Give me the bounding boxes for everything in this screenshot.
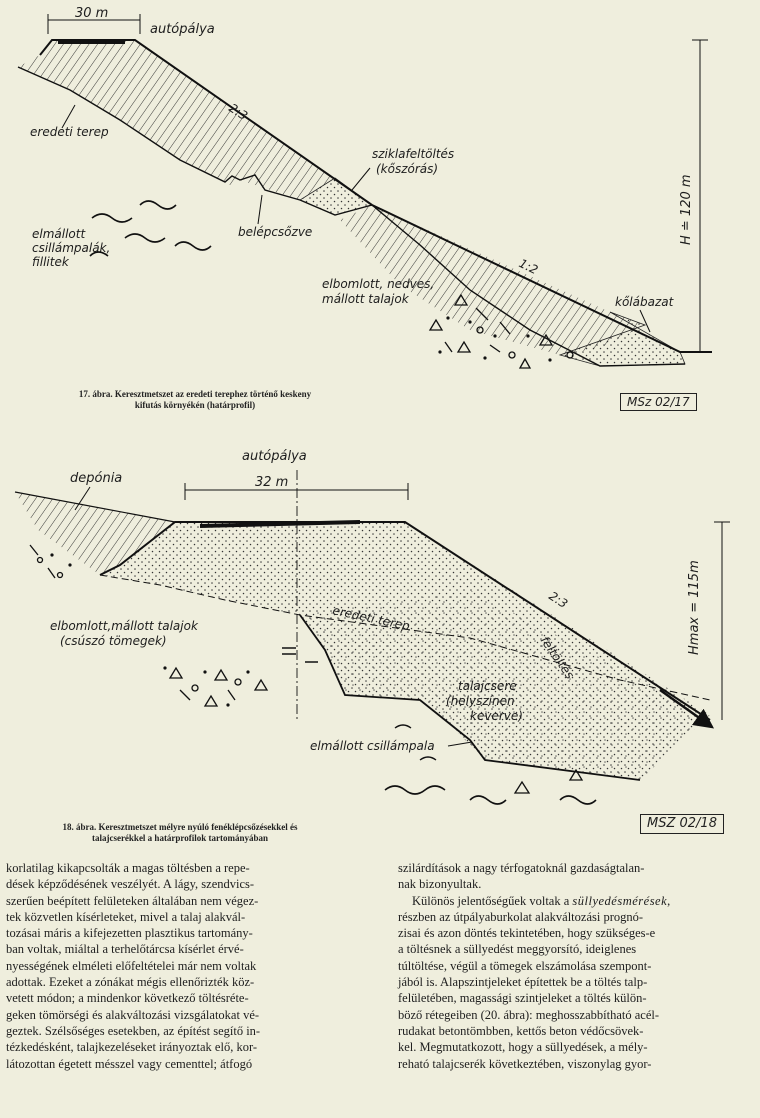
text-line: ban voltak, miáltal a terhelőtárcsa kísérlet érvé- <box>6 942 244 957</box>
fill-body-upper <box>18 40 335 200</box>
text-column-right <box>398 860 754 1072</box>
fig17-caption-line1: 17. ábra. Keresztmetszet az eredeti terephez történő keskeny <box>78 389 312 399</box>
fig17-width-label: 30 m <box>75 6 109 21</box>
text-line: szerűen beépített felületeken általában nem végez- <box>6 893 259 908</box>
text-line: reható talajcserék következtében, viszonylag gyor- <box>398 1056 652 1071</box>
fig17-caption-line2: kifutás környékén (határprofil) <box>134 400 256 410</box>
fig18-replace-2: (helyszínen <box>446 694 515 708</box>
text-line: geztek. Szélsőséges esetekben, az építést segítő in- <box>6 1023 261 1038</box>
fig17-height-label: H ≐ 120 m <box>679 174 694 245</box>
fig17-rock-3: fillitek <box>32 255 69 269</box>
figure-17 <box>18 6 712 368</box>
fig18-slope-label: 2:3 <box>546 588 571 612</box>
fig17-slope-lower: 1:2 <box>516 256 541 278</box>
fig18-fill-label: feltöltés <box>537 633 577 682</box>
fig17-soil-2: mállott talajok <box>322 292 409 306</box>
text-line: zisai és azon döntés tekintetében, hogy szükséges-e <box>398 926 656 941</box>
text-line: látozottan égetett mésszel vagy cementtel; átfogó <box>6 1056 253 1071</box>
text-line: böző rétegeiben (20. ábra): meghosszabbítható acél- <box>398 1007 659 1022</box>
fig18-caption <box>20 822 340 844</box>
text-line: nyességének elméleti előfeltételei már nem voltak <box>6 958 257 973</box>
figure-18 <box>15 449 730 804</box>
fig17-road-label: autópálya <box>150 22 215 37</box>
text-line: tozásai máris a kifejezetten plasztikus tartomány- <box>6 926 253 941</box>
fig18-terrain-label: eredeti terep <box>331 603 412 634</box>
text-line: tézkedésként, talajkezeléseket irányoztak elő, kor- <box>6 1040 258 1055</box>
text-line: felületében, magassági szintjeleket a töltés külön- <box>398 991 647 1006</box>
text-line: Különös jelentőségűek voltak a süllyedésmérések, <box>412 893 671 908</box>
text-line: kel. Megmutatkozott, hogy a süllyedések, a mély- <box>398 1040 648 1055</box>
fig18-caption-line1: 18. ábra. Keresztmetszet mélyre nyúló fenéklépcsőzésekkel és <box>62 822 298 832</box>
text-span: Különös jelentőségűek voltak a <box>412 893 573 908</box>
text-line: geken tömörségi és alakváltozási vizsgálatokat vé- <box>6 1007 260 1022</box>
text-line: jából is. Alapszintjeleket építettek be a töltés talp- <box>398 975 648 990</box>
fig18-soil-1: elbomlott,mállott talajok <box>50 619 198 633</box>
fig18-stamp: MSZ 02/18 <box>640 814 724 834</box>
text-column-left <box>6 860 368 1072</box>
text-line: a töltésnek a süllyedést meggyorsító, ideiglenes <box>398 942 637 957</box>
fig17-stamp: MSz 02/17 <box>620 393 697 411</box>
fig17-rock-1: elmállott <box>32 227 86 241</box>
fig18-depot-label: depónia <box>70 471 123 486</box>
fig17-rockfill-1: sziklafeltöltés <box>372 147 455 161</box>
fig17-terrain-label: eredeti terep <box>30 125 109 139</box>
fig18-rock-label: elmállott csillámpala <box>310 739 435 753</box>
fig17-drain-label: belépcsőzve <box>238 225 313 239</box>
emphasis-text: süllyedésmérések <box>572 893 668 908</box>
fig18-road-label: autópálya <box>242 449 307 464</box>
fig17-slope-upper: 2:3 <box>226 100 251 124</box>
fig17-soil-1: elbomlott, nedves, <box>322 277 435 291</box>
text-line: nak bizonyultak. <box>398 877 482 892</box>
text-line: túltöltése, végül a tömegek elszámolása szempont- <box>398 958 652 973</box>
text-line: rudakat betontömbben, kettős beton védőcsövek- <box>398 1023 644 1038</box>
fig18-soil-2: (csúszó tömegek) <box>60 634 167 648</box>
text-line: korlatilag kikapcsolták a magas töltésben a repe- <box>6 861 250 875</box>
text-line: adottak. Ezeket a zónákat mégis ellenőrizték köz- <box>6 975 255 990</box>
text-line: tek közvetlen kísérleteket, mivel a talaj alakvál- <box>6 909 246 924</box>
text-line: szilárdítások a nagy térfogatoknál gazdaságtalan- <box>398 861 645 875</box>
fig18-replace-3: keverve) <box>470 709 523 723</box>
fig17-rock-2: csillámpalák, <box>32 241 111 255</box>
fig17-rockfill-2: (kőszórás) <box>376 162 439 176</box>
fig18-width-label: 32 m <box>255 475 289 490</box>
text-line: részben az útpályaburkolat alakváltozási prognó- <box>398 909 644 924</box>
fig18-caption-line2: talajcserékkel a határprofilok tartományában <box>91 833 269 843</box>
text-line: dések képződésének veszélyét. A lágy, szendvics- <box>6 877 255 892</box>
fig17-caption <box>20 389 370 411</box>
text-line: vetett módon; a mindenkor következő töltésréte- <box>6 991 249 1006</box>
fig17-toe-label: kőlábazat <box>615 295 674 309</box>
fig18-height-label: Hmax = 115m <box>687 560 702 655</box>
fig18-replace-1: talajcsere <box>458 679 517 693</box>
